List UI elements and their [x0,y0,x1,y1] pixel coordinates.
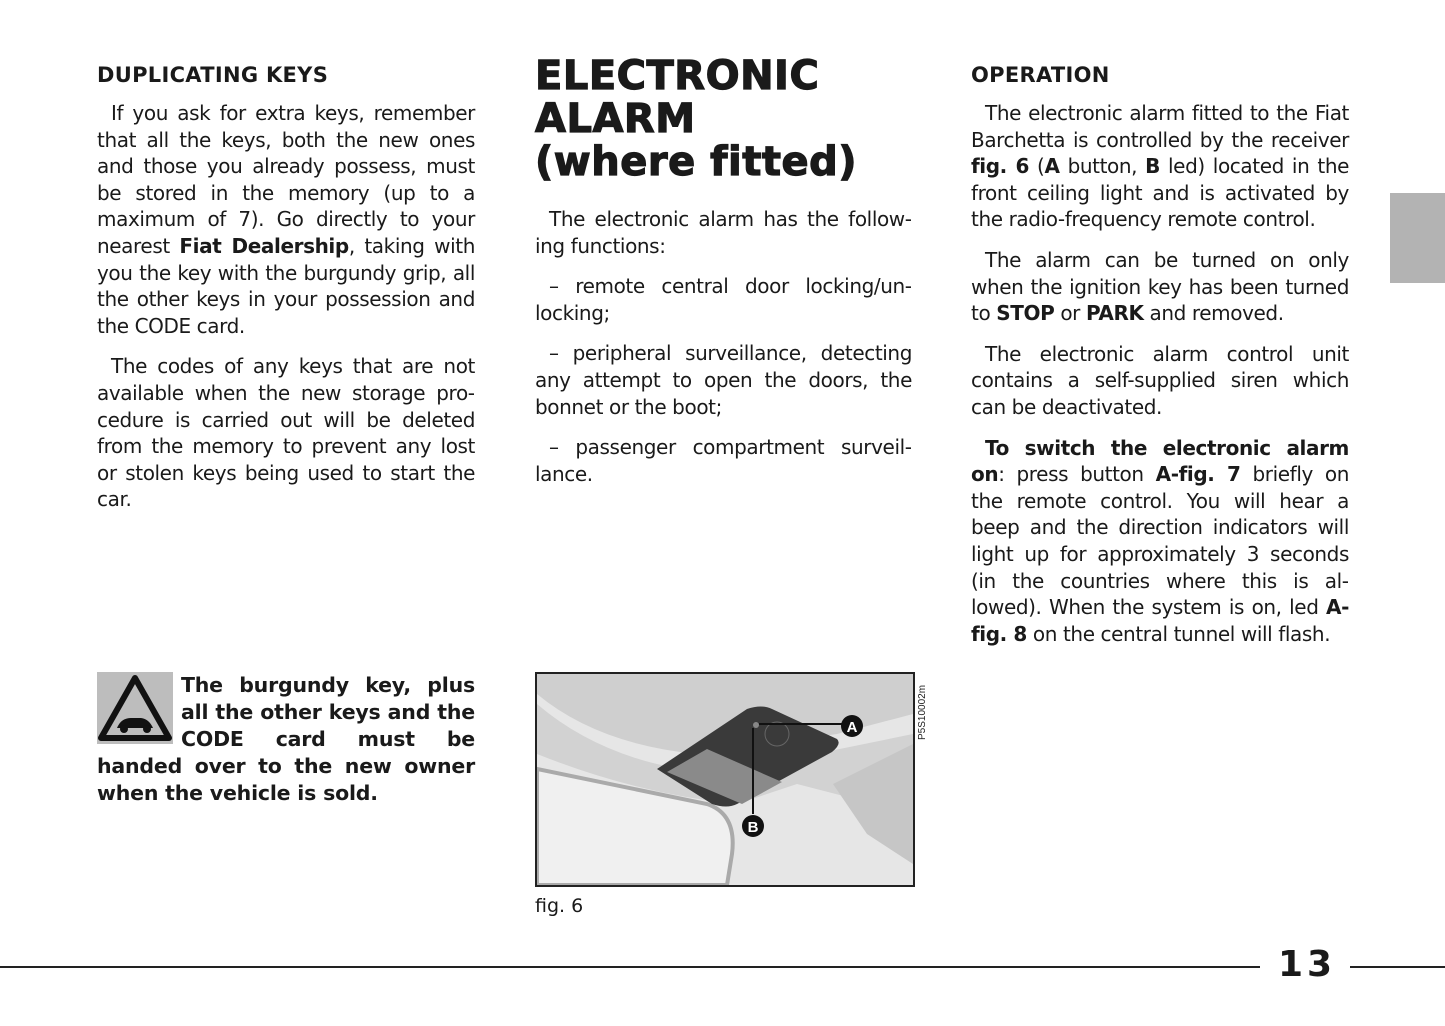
list-item: – passenger compartment surveillance. [535,435,912,486]
dealership-text: Fiat Dealership [179,233,349,258]
text: and removed. [1143,301,1284,326]
text: A-fig. 8 [971,595,1349,646]
text: STOP [996,301,1055,326]
text: fig. 6 [971,154,1030,179]
text: briefly on the remote control. You will hear a beep and the direction indicators will light up for approximately 3 seconds (in the countries where this is allowed). When the system is on, led [971,462,1349,620]
text: : press button [998,462,1156,487]
text: The alarm can be turned on only when the ignition key has been turned to [971,247,1349,326]
text: , taking with you the key with the burgundy grip, all the other keys in your possession and the CODE card. [97,233,475,338]
text: button, [1059,154,1146,179]
text: led) located in the front ceiling light and is activated by the radio-frequency remote control. [971,154,1349,232]
title-line: (where fitted) [535,139,858,185]
label-b: B [747,819,759,836]
paragraph: The electronic alarm control unit contains a self-supplied siren which can be deactivated. [971,341,1349,419]
text: ( [1029,154,1045,179]
text: To switch the electronic alarm on [971,435,1349,487]
figure-code [905,672,935,742]
text: The electronic alarm fitted to the Fiat Barchetta is controlled by the receiver [971,101,1349,152]
paragraph [971,100,1349,233]
column-operation [971,62,1349,661]
paragraph: The electronic alarm has the following functions: [535,207,912,258]
section-heading: DUPLICATING KEYS [97,63,329,87]
text: or [1054,301,1086,326]
text: B [1145,154,1160,179]
section-heading: OPERATION [971,63,1110,87]
label-a: A [846,719,858,736]
figure-ceiling-light [535,672,915,887]
figure-code-text: P5S10002m [917,684,928,740]
warning-text: The burgundy key, plus all the other keys and the CODE card must be handed over to the new owner when the vehicle is sold. [97,673,475,805]
text: A [1044,154,1060,179]
ceiling-light-illustration [537,674,913,885]
paragraph [971,247,1349,327]
text: If you ask for extra keys, remember that all the keys, both the new ones and those you already possess, must be stored in the memory (up to a maximum of 7). Go directly to your nearest [97,101,475,258]
title-line: ALARM [535,96,696,142]
page-number: 13 [1278,944,1337,985]
footer-rule-left [0,966,1260,968]
list-item: – peripheral surveillance, detecting any attempt to open the doors, the bonnet or the boot; [535,341,912,419]
text: on the central tunnel will flash. [1026,621,1331,646]
paragraph [971,435,1349,648]
text: A-fig. 7 [1155,462,1241,487]
warning-triangle-car-icon [97,672,173,744]
list-item: – remote central door locking/unlocking; [535,274,912,325]
page-title [535,55,912,184]
footer-rule-right [1350,966,1445,968]
text: PARK [1085,301,1144,326]
paragraph: The codes of any keys that are not available when the new storage procedure is carried out will be deleted from the memory to prevent any lost or stolen keys being used to start the car. [97,354,475,512]
warning-note [97,672,475,807]
title-line: ELECTRONIC [535,53,820,99]
section-thumb-tab [1390,193,1445,283]
column-duplicating-keys [97,62,475,527]
column-electronic-alarm [535,55,912,501]
paragraph [97,100,475,339]
figure-caption: fig. 6 [535,895,584,917]
